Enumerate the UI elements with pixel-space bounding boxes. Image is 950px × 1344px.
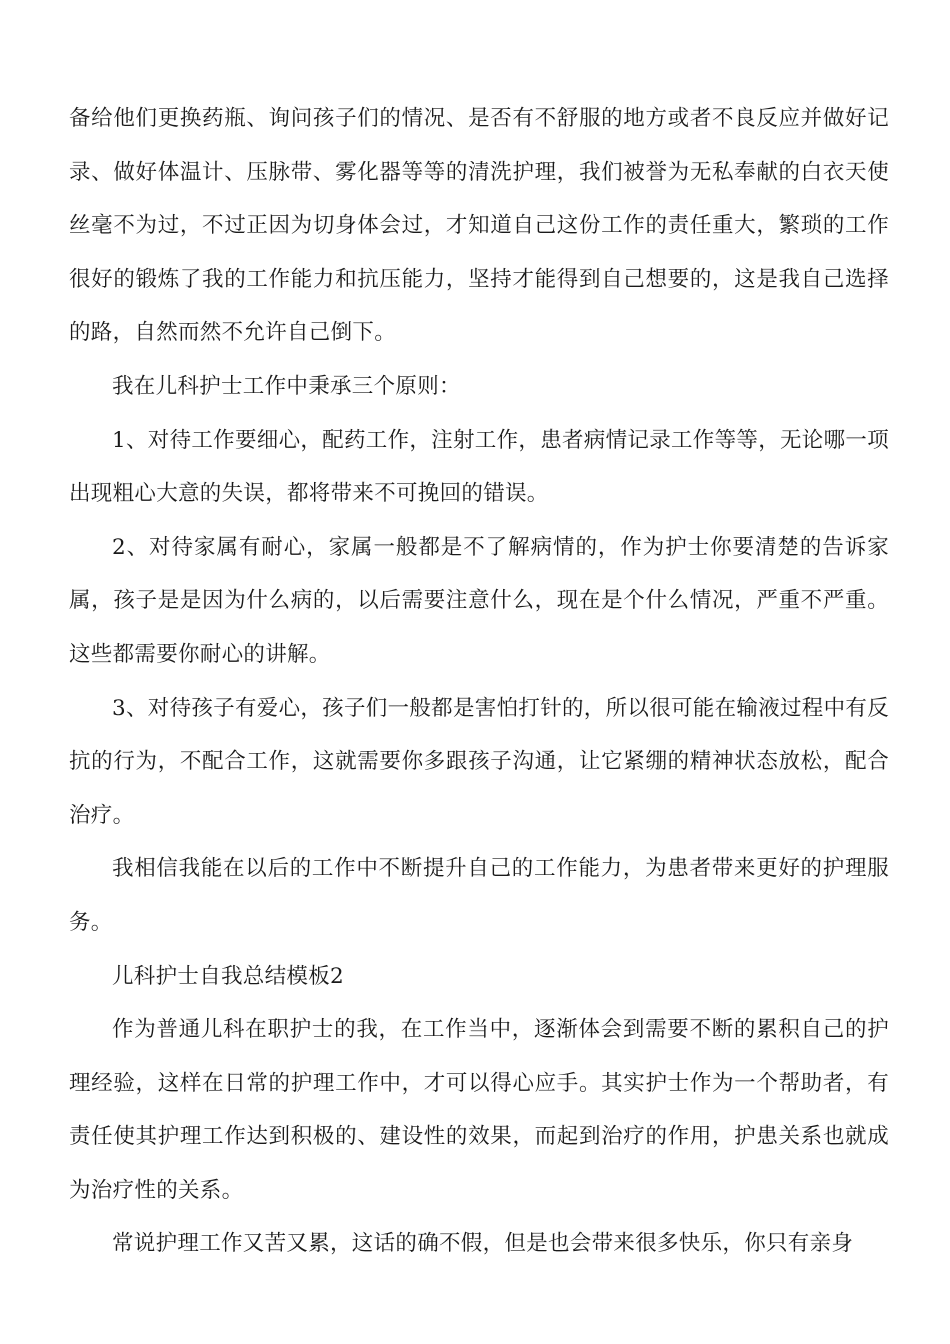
paragraph-principles-intro: 我在儿科护士工作中秉承三个原则：	[112, 373, 461, 399]
paragraph-template2-intro: 作为普通儿科在职护士的我，在工作当中，逐渐体会到需要不断的累积自己的护理经验，这样在日常的护理工作中，才可以得心应手。其实护士作为一个帮助者，有责任使其护理工作达到积极的、建设性的效果，而起到治疗的作用，护患关系也就成为治疗性的关系。	[69, 1017, 889, 1203]
section-heading: 儿科护士自我总结模板2	[112, 963, 344, 989]
paragraph-template2-body: 常说护理工作又苦又累，这话的确不假，但是也会带来很多快乐，你只有亲身	[112, 1231, 854, 1257]
paragraph-principle-1: 1、对待工作要细心，配药工作，注射工作，患者病情记录工作等等，无论哪一项出现粗心大意的失误，都将带来不可挽回的错误。	[69, 427, 889, 507]
paragraph-principle-2: 2、对待家属有耐心，家属一般都是不了解病情的，作为护士你要清楚的告诉家属，孩子是是因为什么病的，以后需要注意什么，现在是个什么情况，严重不严重。这些都需要你耐心的讲解。	[69, 534, 889, 667]
paragraph-principle-3: 3、对待孩子有爱心，孩子们一般都是害怕打针的，所以很可能在输液过程中有反抗的行为，不配合工作，这就需要你多跟孩子沟通，让它紧绷的精神状态放松，配合治疗。	[69, 695, 889, 828]
paragraph-continuation: 备给他们更换药瓶、询问孩子们的情况、是否有不舒服的地方或者不良反应并做好记录、做好体温计、压脉带、雾化器等等的清洗护理，我们被誉为无私奉献的白衣天使丝毫不为过，不过正因为切身体会过，才知道自己这份工作的责任重大，繁琐的工作很好的锻炼了我的工作能力和抗压能力，坚持才能得到自己想要的，这是我自己选择的路，自然而然不允许自己倒下。	[69, 106, 889, 346]
document-body	[69, 92, 889, 1271]
paragraph-conclusion: 我相信我能在以后的工作中不断提升自己的工作能力，为患者带来更好的护理服务。	[69, 856, 889, 935]
